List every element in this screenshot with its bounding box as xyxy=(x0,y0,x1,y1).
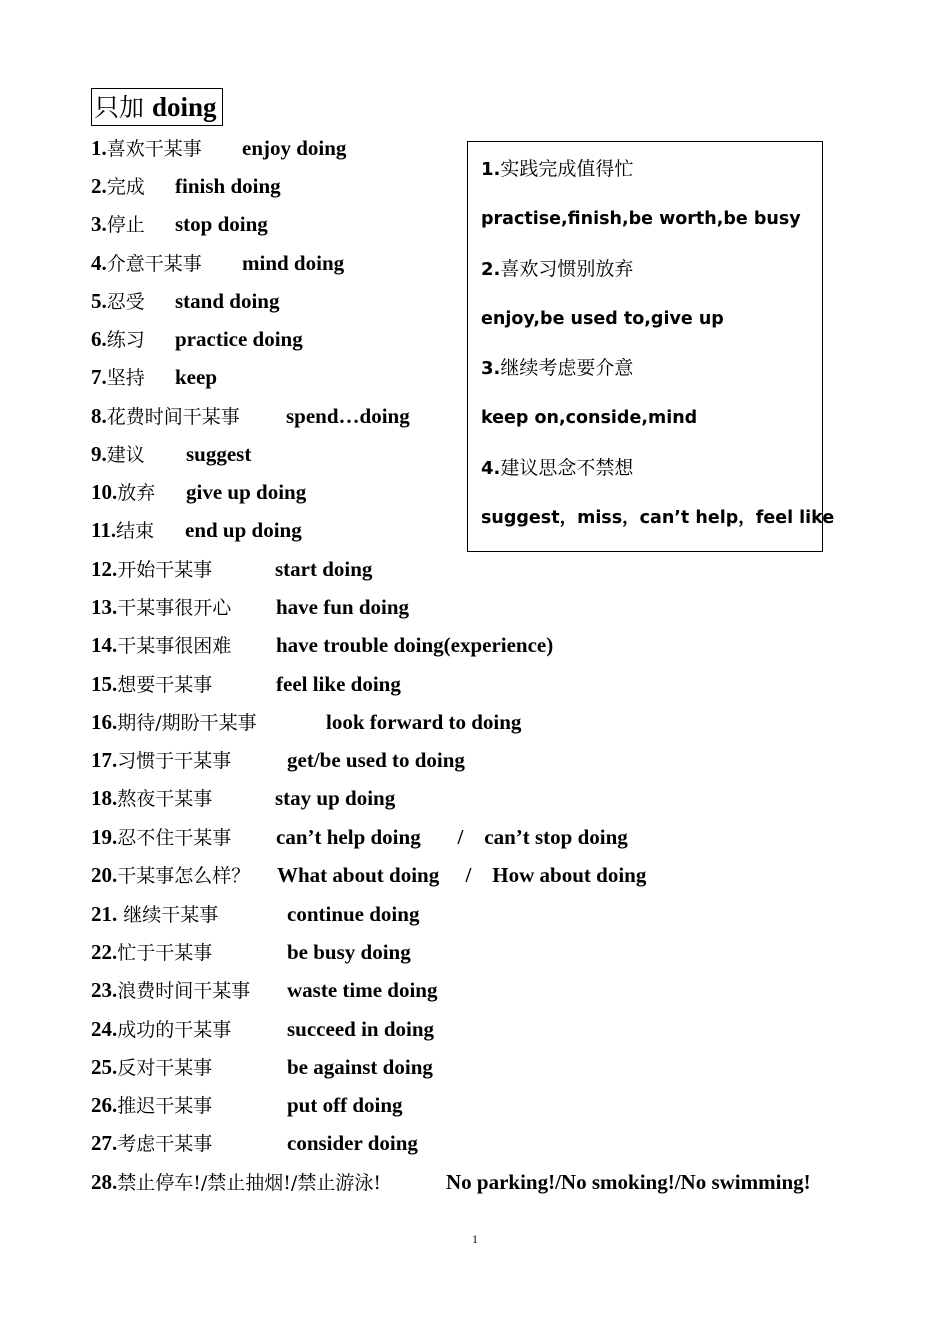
mnemonic-line-en: keep on,conside,mind xyxy=(481,408,698,428)
item-english: keep xyxy=(175,365,217,389)
item-english: look forward to doing xyxy=(326,710,522,734)
mnemonic-chinese: 建议思念不禁想 xyxy=(500,457,634,479)
list-item xyxy=(91,669,401,699)
item-english: stop doing xyxy=(175,212,268,236)
item-chinese: 练习 xyxy=(106,329,145,351)
item-number: 8. xyxy=(91,404,107,428)
list-item xyxy=(91,248,345,278)
list-item xyxy=(91,975,438,1005)
list-item xyxy=(91,209,268,239)
item-number: 9. xyxy=(91,442,107,466)
mnemonic-number: 4. xyxy=(481,458,501,479)
item-english: stand doing xyxy=(175,289,280,313)
item-english: end up doing xyxy=(185,518,302,542)
list-item xyxy=(91,1128,418,1158)
item-english: succeed in doing xyxy=(287,1017,435,1041)
item-chinese: 忍受 xyxy=(106,291,145,313)
item-chinese: 花费时间干某事 xyxy=(106,406,240,428)
item-number: 19. xyxy=(91,825,118,849)
item-chinese: 完成 xyxy=(106,176,145,198)
list-item xyxy=(91,515,302,545)
item-english: have trouble doing(experience) xyxy=(276,633,554,657)
mnemonic-number: 3. xyxy=(481,358,501,379)
item-english: put off doing xyxy=(287,1093,403,1117)
item-english: practice doing xyxy=(175,327,303,351)
mnemonic-line-cn xyxy=(481,155,633,184)
section-title-en: doing xyxy=(151,92,217,122)
item-chinese: 建议 xyxy=(106,444,145,466)
mnemonic-box xyxy=(467,141,835,552)
item-english: No parking!/No smoking!/No swimming! xyxy=(446,1170,811,1194)
item-number: 2. xyxy=(91,174,107,198)
list-item xyxy=(91,401,410,431)
list-item xyxy=(91,707,522,737)
mnemonic-line-en: enjoy,be used to,give up xyxy=(481,309,724,329)
item-chinese: 成功的干某事 xyxy=(117,1019,232,1041)
item-chinese: 放弃 xyxy=(117,482,156,504)
item-chinese: 期待/期盼干某事 xyxy=(117,712,257,734)
item-number: 15. xyxy=(91,672,118,696)
item-chinese: 继续干某事 xyxy=(117,904,219,926)
item-chinese: 习惯于干某事 xyxy=(117,750,232,772)
item-chinese: 禁止停车!/禁止抽烟!/禁止游泳! xyxy=(117,1172,381,1194)
list-item xyxy=(91,324,303,354)
item-english: feel like doing xyxy=(276,672,401,696)
list-item xyxy=(91,1090,403,1120)
list-item xyxy=(91,899,420,929)
item-english: suggest xyxy=(186,442,252,466)
item-number: 3. xyxy=(91,212,107,236)
item-number: 24. xyxy=(91,1017,118,1041)
list-item xyxy=(91,477,307,507)
item-number: 22. xyxy=(91,940,118,964)
item-number: 23. xyxy=(91,978,118,1002)
item-number: 27. xyxy=(91,1131,118,1155)
list-item xyxy=(91,362,217,392)
item-number: 12. xyxy=(91,557,118,581)
page-number: 1 xyxy=(472,1232,478,1246)
item-number: 7. xyxy=(91,365,107,389)
list-item xyxy=(91,1052,433,1082)
list-item xyxy=(91,133,347,163)
mnemonic-line-cn xyxy=(481,255,633,284)
list-item xyxy=(91,592,410,622)
item-chinese: 忍不住干某事 xyxy=(117,827,232,849)
item-chinese: 干某事怎么样？ xyxy=(117,865,251,887)
item-number: 20. xyxy=(91,863,118,887)
mnemonic-number: 1. xyxy=(481,159,501,180)
list-item xyxy=(91,1167,811,1197)
item-chinese: 推迟干某事 xyxy=(117,1095,213,1117)
item-chinese: 停止 xyxy=(106,214,145,236)
list-item xyxy=(91,783,396,813)
list-item xyxy=(91,860,647,890)
item-number: 14. xyxy=(91,633,118,657)
item-number: 13. xyxy=(91,595,118,619)
item-english: have fun doing xyxy=(276,595,410,619)
item-english: spend…doing xyxy=(286,404,410,428)
mnemonic-line-cn xyxy=(481,354,633,383)
section-title xyxy=(91,88,223,126)
item-english: mind doing xyxy=(242,251,345,275)
item-english: consider doing xyxy=(287,1131,418,1155)
item-chinese: 结束 xyxy=(116,520,155,542)
mnemonic-chinese: 喜欢习惯别放弃 xyxy=(500,258,634,280)
item-chinese: 开始干某事 xyxy=(117,559,213,581)
item-number: 10. xyxy=(91,480,118,504)
item-chinese: 熬夜干某事 xyxy=(117,788,213,810)
item-chinese: 反对干某事 xyxy=(117,1057,213,1079)
item-number: 21. xyxy=(91,902,118,926)
item-number: 11. xyxy=(91,518,117,542)
item-chinese: 干某事很开心 xyxy=(117,597,232,619)
item-english: enjoy doing xyxy=(242,136,347,160)
item-english: get/be used to doing xyxy=(287,748,465,772)
item-number: 26. xyxy=(91,1093,118,1117)
mnemonic-chinese: 实践完成值得忙 xyxy=(500,158,634,180)
list-item xyxy=(91,1014,435,1044)
list-item xyxy=(91,554,373,584)
item-chinese: 浪费时间干某事 xyxy=(117,980,251,1002)
mnemonic-line-en: suggest，miss，can’t help，feel like xyxy=(481,508,835,528)
item-number: 5. xyxy=(91,289,107,313)
list-item xyxy=(91,937,411,967)
item-number: 18. xyxy=(91,786,118,810)
item-english: What about doing / How about doing xyxy=(277,863,647,887)
item-number: 25. xyxy=(91,1055,118,1079)
list-item xyxy=(91,171,281,201)
mnemonic-chinese: 继续考虑要介意 xyxy=(500,357,634,379)
item-number: 28. xyxy=(91,1170,118,1194)
list-item xyxy=(91,745,465,775)
item-english: stay up doing xyxy=(275,786,396,810)
mnemonic-line-en: practise,finish,be worth,be busy xyxy=(481,209,801,229)
list-item xyxy=(91,630,554,660)
item-number: 1. xyxy=(91,136,107,160)
item-english: be busy doing xyxy=(287,940,411,964)
item-chinese: 介意干某事 xyxy=(106,253,202,275)
item-number: 17. xyxy=(91,748,118,772)
item-chinese: 忙于干某事 xyxy=(117,942,213,964)
item-chinese: 干某事很困难 xyxy=(117,635,232,657)
item-english: finish doing xyxy=(175,174,281,198)
mnemonic-line-cn xyxy=(481,454,633,483)
list-item xyxy=(91,286,280,316)
item-number: 4. xyxy=(91,251,107,275)
item-number: 6. xyxy=(91,327,107,351)
item-english: can’t help doing / can’t stop doing xyxy=(276,825,628,849)
mnemonic-number: 2. xyxy=(481,259,501,280)
item-number: 16. xyxy=(91,710,118,734)
list-item xyxy=(91,822,628,852)
item-chinese: 考虑干某事 xyxy=(117,1133,213,1155)
item-english: start doing xyxy=(275,557,373,581)
item-english: be against doing xyxy=(287,1055,433,1079)
list-item xyxy=(91,439,252,469)
item-chinese: 想要干某事 xyxy=(117,674,213,696)
item-chinese: 喜欢干某事 xyxy=(106,138,202,160)
item-english: continue doing xyxy=(287,902,420,926)
item-chinese: 坚持 xyxy=(106,367,145,389)
section-title-cn: 只加 xyxy=(94,93,145,122)
item-english: waste time doing xyxy=(287,978,438,1002)
item-english: give up doing xyxy=(186,480,307,504)
